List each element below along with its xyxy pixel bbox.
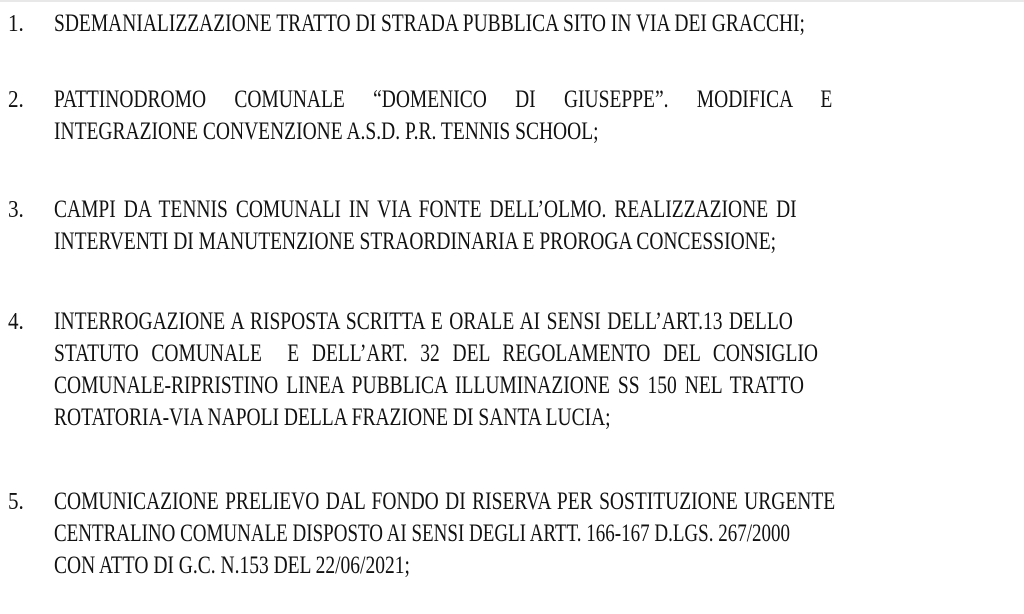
- item-text-line: COMUNALE-RIPRISTINO LINEA PUBBLICA ILLUMINAZIONE SS 150 NEL TRATTO: [54, 372, 805, 399]
- item-text-line: ROTATORIA-VIA NAPOLI DELLA FRAZIONE DI SANTA LUCIA;: [54, 404, 611, 431]
- item-number: 4.: [8, 309, 24, 335]
- item-text-line: INTEGRAZIONE CONVENZIONE A.S.D. P.R. TENNIS SCHOOL;: [54, 118, 599, 145]
- item-number: 2.: [8, 87, 24, 113]
- item-number: 1.: [8, 11, 24, 37]
- item-number: 5.: [8, 489, 24, 515]
- item-text-line: CENTRALINO COMUNALE DISPOSTO AI SENSI DEGLI ARTT. 166-167 D.LGS. 267/2000: [54, 520, 791, 547]
- item-text-line: CON ATTO DI G.C. N.153 DEL 22/06/2021;: [54, 552, 410, 579]
- item-text-line: STATUTO COMUNALE E DELL’ART. 32 DEL REGOLAMENTO DEL CONSIGLIO: [54, 340, 819, 367]
- item-text-line: INTERROGAZIONE A RISPOSTA SCRITTA E ORALE AI SENSI DELL’ART.13 DELLO: [54, 308, 793, 335]
- item-text-line: INTERVENTI DI MANUTENZIONE STRAORDINARIA E PROROGA CONCESSIONE;: [54, 228, 777, 255]
- item-text-line: SDEMANIALIZZAZIONE TRATTO DI STRADA PUBBLICA SITO IN VIA DEI GRACCHI;: [54, 10, 805, 37]
- item-text-line: PATTINODROMO COMUNALE “DOMENICO DI GIUSEPPE”. MODIFICA E: [54, 86, 833, 113]
- item-number: 3.: [8, 197, 24, 223]
- page-top-edge: [0, 0, 1024, 2]
- item-text-line: COMUNICAZIONE PRELIEVO DAL FONDO DI RISERVA PER SOSTITUZIONE URGENTE: [54, 488, 836, 515]
- item-text-line: CAMPI DA TENNIS COMUNALI IN VIA FONTE DELL’OLMO. REALIZZAZIONE DI: [54, 196, 797, 223]
